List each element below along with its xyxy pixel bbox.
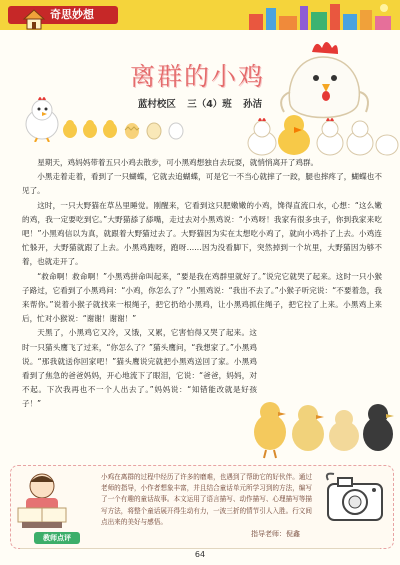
column-name: 奇思妙想 [50, 8, 94, 21]
footer-divider [20, 548, 380, 549]
chick-group-icon [232, 105, 400, 157]
author-name: 孙洁 [243, 99, 263, 110]
article-body [22, 156, 382, 412]
paragraph: 天黑了，小黑鸡它又冷，又饿，又累，它害怕得又哭了起来。这时一只猫头鹰飞了过来，“你怎么了？”猫头鹰问，“我想家了。”小黑鸡说。“那我就送你回家吧！”猫头鹰说完就把小黑鸡送回了家。小黑鸡看到了焦急的爸爸妈妈，开心地流下了眼泪，它说：“爸爸，妈妈，对不起。下次我再也不一个人出去了。”妈妈说：“知错能改就是好孩子！” [22, 328, 257, 409]
paragraph: 星期天，鸡妈妈带着五只小鸡去散步，可小黑鸡想独自去玩耍，就悄悄离开了鸡群。 [37, 158, 319, 167]
comment-label: 教师点评 [34, 532, 80, 544]
header-banner [0, 0, 400, 30]
paragraph: 小黑走着走着，看到了一只蝴蝶，它就去追蝴蝶，可是它一不当心就摔了一跤，腿也摔疼了，蝴蝶也不见了。 [22, 172, 382, 196]
teacher-comment-text: 小鸡在离群的过程中经历了许多的磨难，也遇到了帮助它的好伙伴。通过老师的指导，小作者想象丰富，并且结合童话单元所学习到的方法，编写了一个有趣的童话故事。本文运用了语言描写、动作描写、心理描写等描写方法，将整个童话展开得生动有力，一波三折的情节引人入胜。行文间点出来的美好与感悟。 [101, 473, 312, 526]
paragraph: 这时，一只大野猫在草丛里睡觉。刚醒来，它看到这只肥嫩嫩的小鸡，馋得直流口水，心想：“这么嫩的鸡，我一定要吃到它。”大野猫舔了舔嘴，走过去对小黑鸡说：“小鸡呀！我家有很多虫子，你到我家来吃吧！”小黑鸡信以为真，就跟着大野猫过去了。大野猫因为实在太想吃小鸡了，就向小鸡扑了上去。小鸡连忙躲开，大野猫就跟了上去。小黑鸡跑呀，跑呀……因为没看脚下，突然掉到一个坑里，大野猫因为够不着，也就走开了。 [22, 200, 382, 267]
school-name: 蓝村校区 [137, 99, 176, 110]
article-title: 离群的小鸡 [129, 62, 265, 91]
class-name: 三（4）班 [187, 99, 232, 110]
student-reading-icon [12, 470, 72, 532]
house-icon [22, 8, 46, 30]
chick-row-icon [60, 118, 200, 140]
column-tag [8, 6, 118, 24]
camera-icon [320, 468, 390, 526]
paragraph: “救命啊！救命啊！”小黑鸡拼命叫起来，“要是我在鸡群里就好了。”说完它就哭了起来。这时一只小猴子路过，它看到了小黑鸡问：“小鸡，你怎么了？”小黑鸡说：“我出不去了。”小猴子听完说：“不要着急，我来帮你。”说着小猴子就找来一根绳子，把它扔给小黑鸡，让小黑鸡抓住绳子，把它拉了上来。小黑鸡上来后，忙对小猴说：“谢谢！谢谢！” [22, 271, 382, 324]
page-number: 64 [194, 550, 206, 559]
teacher-signature: 指导老师：倪鑫 [251, 530, 300, 538]
chicks-photo-icon [248, 390, 396, 460]
city-skyline-icon [244, 2, 394, 30]
white-chick-icon [20, 94, 65, 142]
